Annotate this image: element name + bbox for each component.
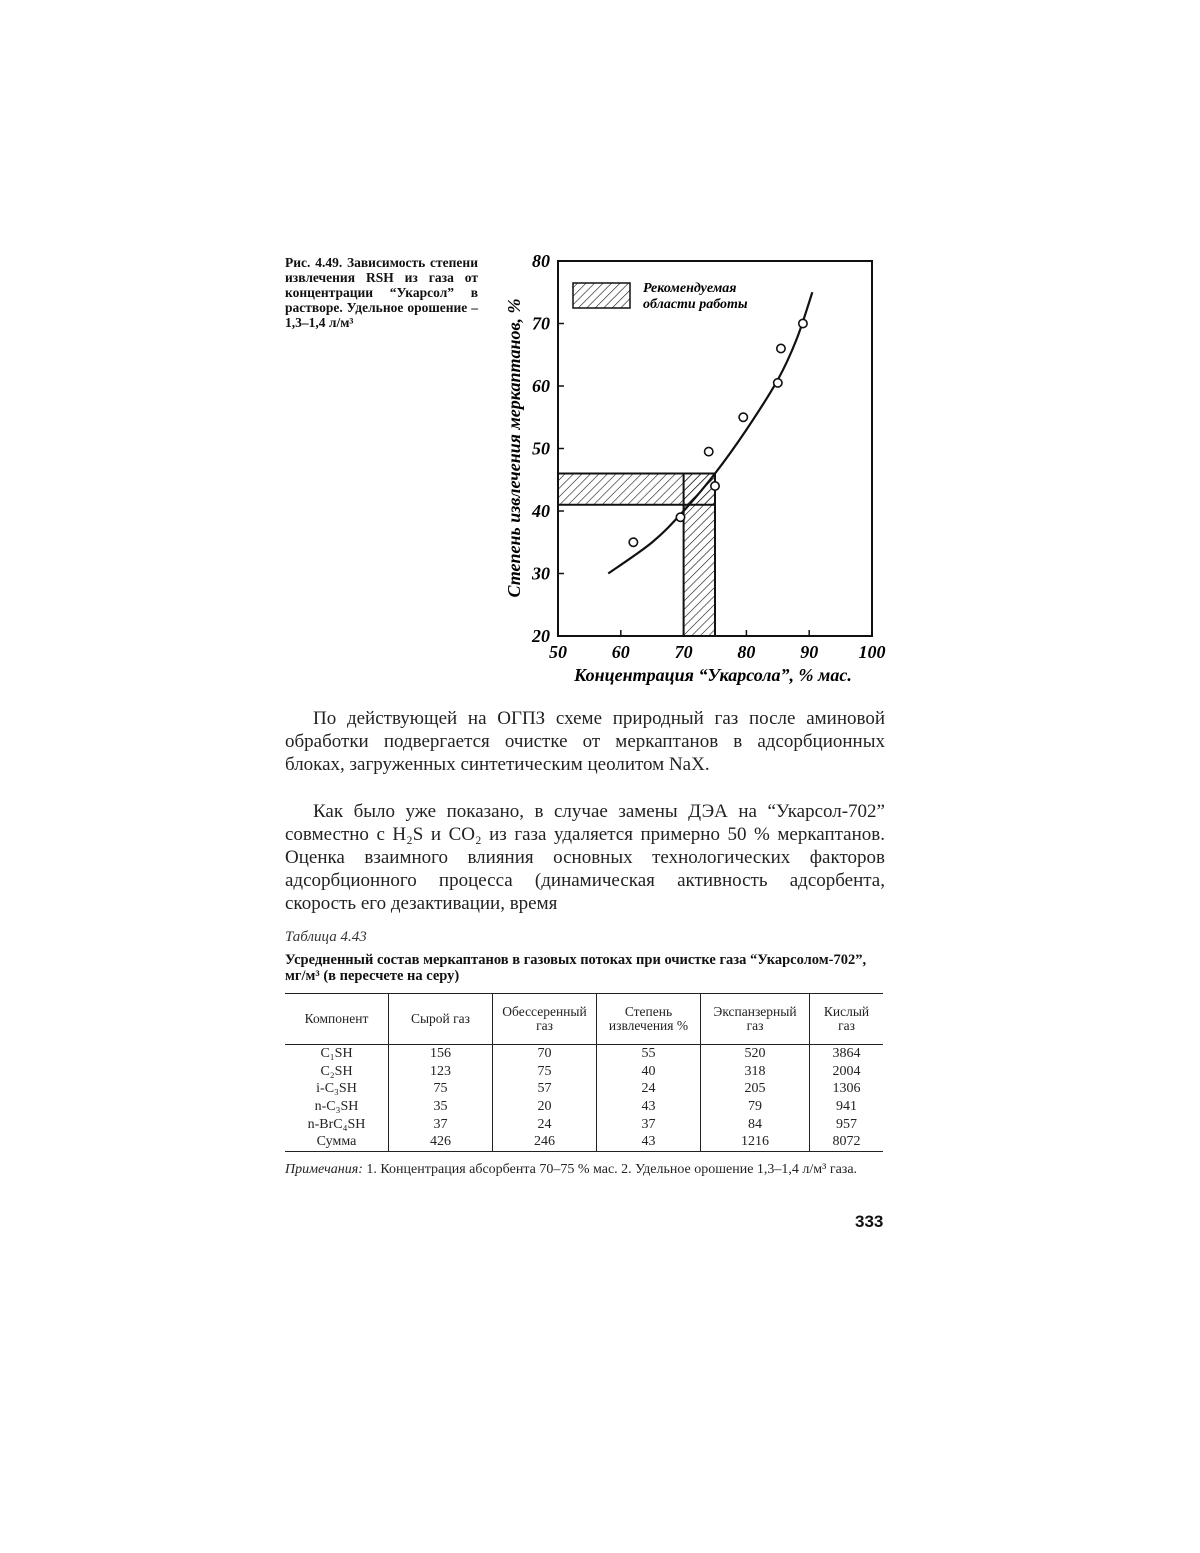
cell: 35 xyxy=(389,1098,493,1116)
cell: 75 xyxy=(389,1080,493,1098)
paragraph-2-text: Как было уже показано, в случае замены ДЭА на “Укарсол-702” совместно с H₂S и CO₂ из газа удаляется примерно 50 % меркаптанов. Оценка взаимного влияния основных технологических факторов адсорбционного процесса (динамическая активность адсорбента, скорость его дезактивации, время xyxy=(285,801,885,914)
data-point xyxy=(739,413,747,421)
data-point xyxy=(705,447,713,455)
cell: 20 xyxy=(493,1098,597,1116)
x-tick-label: 90 xyxy=(800,642,819,662)
cell: 520 xyxy=(701,1045,810,1063)
cell: 8072 xyxy=(810,1133,884,1151)
x-tick-label: 60 xyxy=(611,642,630,662)
data-point xyxy=(799,319,807,327)
cell: 79 xyxy=(701,1098,810,1116)
y-tick-label: 70 xyxy=(532,313,550,334)
table-row xyxy=(285,1098,883,1116)
y-tick-label: 30 xyxy=(532,563,550,584)
cell: 941 xyxy=(810,1098,884,1116)
table-row-total xyxy=(285,1133,883,1151)
header-acid-gas: Кислый газ xyxy=(810,994,884,1045)
cell: 43 xyxy=(597,1098,701,1116)
paragraph-2 xyxy=(285,800,885,915)
x-tick-label: 50 xyxy=(549,642,567,662)
cell: 24 xyxy=(493,1115,597,1133)
cell: 57 xyxy=(493,1080,597,1098)
cell: 205 xyxy=(701,1080,810,1098)
header-desulfurized-gas: Обессеренный газ xyxy=(493,994,597,1045)
data-point xyxy=(774,379,782,387)
y-tick-label: 80 xyxy=(532,251,550,271)
header-raw-gas: Сырой газ xyxy=(389,994,493,1045)
data-point xyxy=(676,513,684,521)
x-axis-label: Концентрация “Укарсола”, % мас. xyxy=(574,665,852,685)
table-header-row xyxy=(285,994,883,1045)
cell: 246 xyxy=(493,1133,597,1151)
header-component: Компонент xyxy=(285,994,389,1045)
y-tick-label: 40 xyxy=(532,501,550,521)
cell: C₁SH xyxy=(320,1046,353,1062)
notes-text: 1. Концентрация абсорбента 70–75 % мас. 2. Удельное орошение 1,3–1,4 л/м³ газа. xyxy=(362,1162,858,1177)
cell: 1216 xyxy=(701,1133,810,1151)
cell: 1306 xyxy=(810,1080,884,1098)
mercaptan-composition-table xyxy=(285,993,883,1152)
data-point xyxy=(629,538,637,546)
paragraph-1 xyxy=(285,707,885,776)
recommended-region-vertical xyxy=(684,474,715,637)
legend-label-line2: области работы xyxy=(643,297,748,312)
legend-label-line1: Рекомендуемая xyxy=(643,281,737,296)
notes-lead: Примечания: xyxy=(285,1162,363,1177)
header-extraction-degree: Степень извлечения % xyxy=(597,994,701,1045)
y-tick-label: 60 xyxy=(532,376,550,396)
cell: 43 xyxy=(597,1133,701,1151)
chart-svg xyxy=(500,250,890,690)
cell: Сумма xyxy=(285,1133,389,1151)
cell: 37 xyxy=(597,1115,701,1133)
cell: 84 xyxy=(701,1115,810,1133)
cell: 156 xyxy=(389,1045,493,1063)
cell: n-C₃SH xyxy=(314,1099,359,1115)
cell: 957 xyxy=(810,1115,884,1133)
table-row xyxy=(285,1115,883,1133)
mercaptan-extraction-chart xyxy=(500,250,890,695)
table-row xyxy=(285,1063,883,1081)
cell: 75 xyxy=(493,1063,597,1081)
cell: 40 xyxy=(597,1063,701,1081)
cell: 55 xyxy=(597,1045,701,1063)
table-notes xyxy=(285,1162,883,1178)
cell: 2004 xyxy=(810,1063,884,1081)
x-tick-label: 100 xyxy=(858,642,886,662)
table-row xyxy=(285,1080,883,1098)
cell: i-C₃SH xyxy=(316,1081,357,1097)
cell: 3864 xyxy=(810,1045,884,1063)
y-axis-label: Степень извлечения меркаптанов, % xyxy=(504,298,524,598)
page-number: 333 xyxy=(855,1212,884,1231)
cell: 24 xyxy=(597,1080,701,1098)
cell: 37 xyxy=(389,1115,493,1133)
y-tick-label: 20 xyxy=(532,626,550,646)
paragraph-1-text: По действующей на ОГПЗ схеме природный газ после аминовой обработки подвергается очистке от меркаптанов в адсорбционных блоках, загруженных синтетическим цеолитом NaX. xyxy=(285,708,885,775)
cell: 123 xyxy=(389,1063,493,1081)
table-title: Усредненный состав меркаптанов в газовых потоках при очистке газа “Укарсолом-702”, мг/м³ (в пересчете на серу) xyxy=(285,952,867,984)
header-expander-gas: Экспанзерный газ xyxy=(701,994,810,1045)
table-label: Таблица 4.43 xyxy=(285,929,367,945)
cell: 426 xyxy=(389,1133,493,1151)
cell: 70 xyxy=(493,1045,597,1063)
x-tick-label: 70 xyxy=(674,642,693,662)
legend-swatch xyxy=(573,283,630,308)
data-point xyxy=(711,482,719,490)
x-tick-label: 80 xyxy=(737,642,756,662)
cell: C₂SH xyxy=(320,1063,353,1079)
y-tick-label: 50 xyxy=(532,438,550,459)
cell: n-BrC₄SH xyxy=(307,1116,366,1132)
table-row xyxy=(285,1045,883,1063)
cell: 318 xyxy=(701,1063,810,1081)
data-point xyxy=(777,344,785,352)
figure-caption: Рис. 4.49. Зависимость степени извлечения RSH из газа от концентрации “Укарсол” в растворе. Удельное орошение – 1,3–1,4 л/м³ xyxy=(285,255,478,330)
